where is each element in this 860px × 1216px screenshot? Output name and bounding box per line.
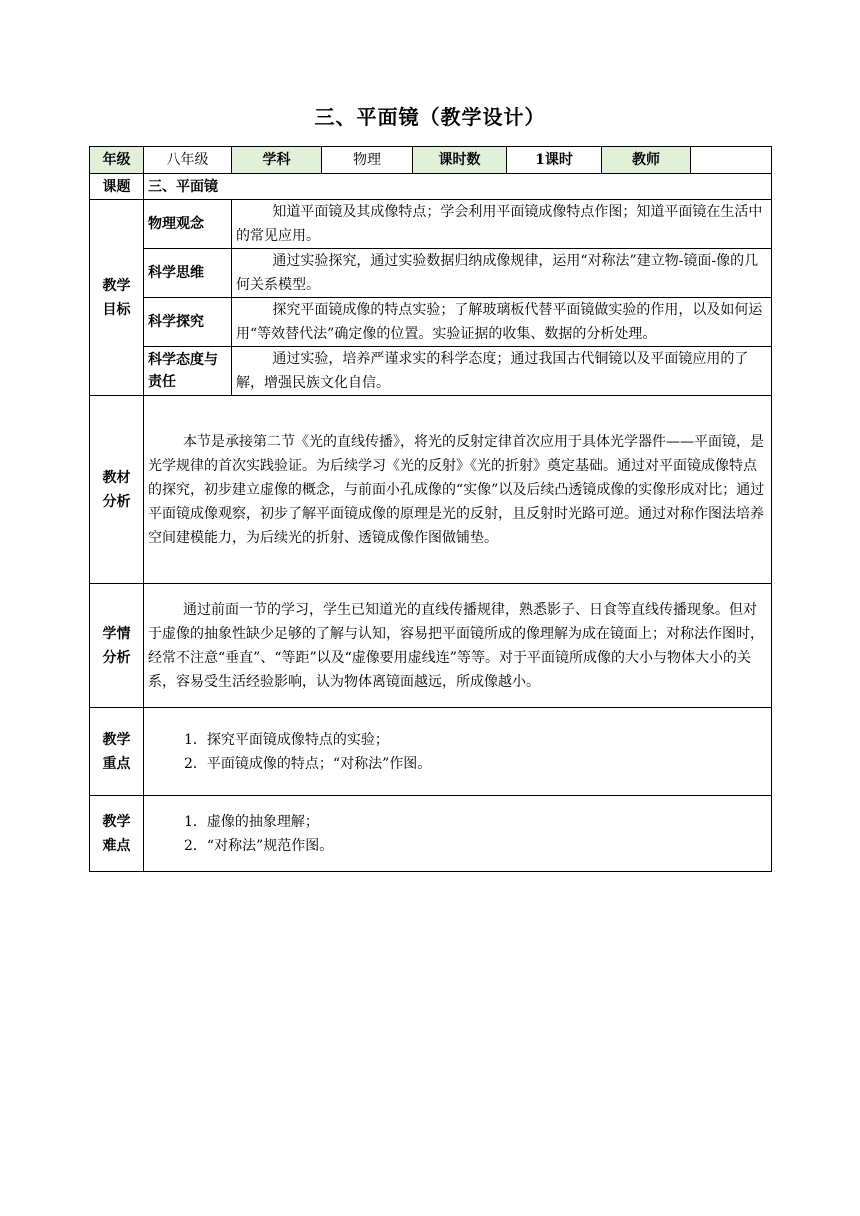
material-text: 本节是承接第二节《光的直线传播》，将光的反射定律首次应用于具体光学器件——平面镜，是光学规律的首次实践验证。为后续学习《光的反射》《光的折射》奠定基础。通过对平面镜成像特点的探究，初步建立虚像的概念，与前面小孔成像的“实像”以及后续凸透镜成像的实像形成对比；通过平面镜成像观察，初步了解平面镜成像的原理是光的反射，且反射时光路可逆。通过对称作图法培养空间建模能力，为后续光的折射、透镜成像作图做铺垫。	[144, 396, 772, 584]
hours-value: 1课时	[507, 147, 602, 174]
students-label: 学情分析	[90, 584, 144, 708]
goal-label: 科学态度与责任	[144, 347, 232, 396]
list-item: 1．虚像的抽象理解；	[184, 813, 319, 830]
document-title: 三、平面镜（教学设计）	[314, 105, 546, 129]
goal-row	[90, 200, 772, 249]
key-points-row	[90, 708, 772, 796]
lesson-plan-table	[89, 146, 772, 872]
teacher-value	[691, 147, 772, 174]
goal-label: 物理观念	[144, 200, 232, 249]
material-row	[90, 396, 772, 584]
topic-row	[90, 174, 772, 200]
subject-value: 物理	[322, 147, 413, 174]
topic-value: 三、平面镜	[144, 174, 772, 200]
goal-row	[90, 298, 772, 347]
goal-text: 探究平面镜成像的特点实验；了解玻璃板代替平面镜做实验的作用，以及如何运用“等效替代法”确定像的位置。实验证据的收集、数据的分析处理。	[232, 298, 772, 347]
material-label: 教材分析	[90, 396, 144, 584]
topic-label: 课题	[90, 174, 144, 200]
header-row	[90, 147, 772, 174]
students-text: 通过前面一节的学习，学生已知道光的直线传播规律，熟悉影子、日食等直线传播现象。但对于虚像的抽象性缺少足够的了解与认知，容易把平面镜所成的像理解为成在镜面上；对称法作图时，经常不注意“垂直”、“等距”以及“虚像要用虚线连”等等。对于平面镜所成像的大小与物体大小的关系，容易受生活经验影响，认为物体离镜面越远，所成像越小。	[144, 584, 772, 708]
grade-value: 八年级	[144, 147, 232, 174]
goal-row	[90, 347, 772, 396]
difficulties-label: 教学难点	[90, 796, 144, 872]
goal-text: 知道平面镜及其成像特点；学会利用平面镜成像特点作图；知道平面镜在生活中的常见应用。	[232, 200, 772, 249]
hours-label: 课时数	[413, 147, 507, 174]
goal-label: 科学思维	[144, 249, 232, 298]
goal-label: 科学探究	[144, 298, 232, 347]
grade-label: 年级	[90, 147, 144, 174]
goal-text: 通过实验，培养严谨求实的科学态度；通过我国古代铜镜以及平面镜应用的了解，增强民族文化自信。	[232, 347, 772, 396]
key-points-label: 教学重点	[90, 708, 144, 796]
list-item: 2．平面镜成像的特点；“对称法”作图。	[184, 755, 432, 772]
list-item: 1．探究平面镜成像特点的实验；	[184, 731, 389, 748]
teacher-label: 教师	[602, 147, 691, 174]
list-item: 2．“对称法”规范作图。	[184, 837, 334, 854]
difficulties-row	[90, 796, 772, 872]
goal-row	[90, 249, 772, 298]
difficulties-list	[144, 796, 772, 872]
goals-label: 教学目标	[90, 200, 144, 396]
key-points-list	[144, 708, 772, 796]
subject-label: 学科	[232, 147, 322, 174]
goal-text: 通过实验探究，通过实验数据归纳成像规律，运用“对称法”建立物-镜面-像的几何关系模型。	[232, 249, 772, 298]
students-row	[90, 584, 772, 708]
